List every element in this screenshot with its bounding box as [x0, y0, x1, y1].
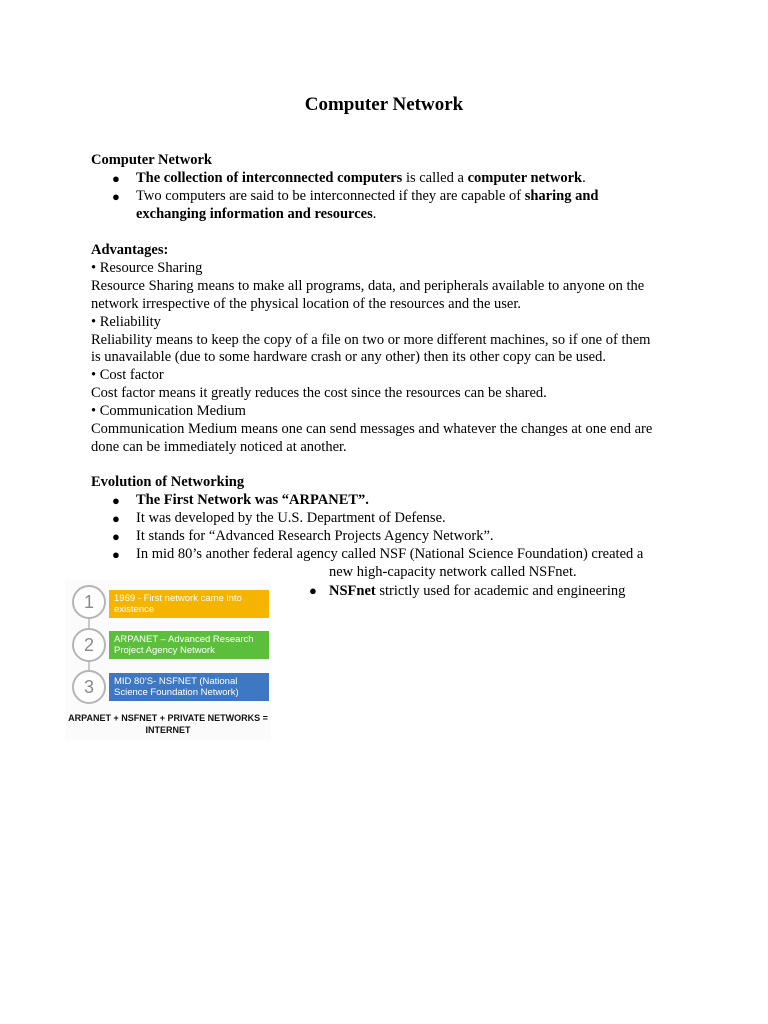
intro-bullet-2-cont — [91, 206, 691, 224]
reliability-text-1: Reliability means to keep the copy of a file on two or more different machines, so if one of them — [91, 331, 651, 348]
reliability-title: • Reliability — [91, 313, 161, 330]
network-timeline-figure — [65, 580, 271, 740]
intro-bullet-2 — [91, 188, 691, 206]
bullet-dot: ● — [112, 546, 120, 562]
bold-text: exchanging information and resources — [136, 205, 373, 222]
intro-bullet-1 — [91, 170, 691, 188]
caption-line-2: INTERNET — [145, 725, 191, 735]
body-text: . — [582, 169, 586, 186]
evolution-item-2 — [91, 510, 691, 528]
comm-text-2: done can be immediately noticed at another. — [91, 438, 347, 455]
body-text: . — [372, 205, 377, 222]
bullet-dot: ● — [112, 170, 120, 186]
evolution-item-5 — [309, 582, 625, 601]
advantages-section — [91, 242, 691, 457]
caption-line-1: ARPANET + NSFNET + PRIVATE NETWORKS = — [68, 713, 268, 723]
step-2-bar: ARPANET – Advanced Research Project Agency Network — [109, 631, 269, 659]
step-1-bar: 1969 - First network came into existence — [109, 590, 269, 618]
evolution-item-3 — [91, 528, 691, 546]
bold-text: computer network — [467, 169, 583, 186]
bold-text: The collection of interconnected computers — [136, 169, 403, 186]
intro-heading: Computer Network — [91, 152, 212, 168]
evolution-item-4-cont: new high-capacity network called NSFnet. — [329, 563, 577, 580]
reliability-text-2: is unavailable (due to some hardware crash or any other) then its other copy can be used. — [91, 349, 606, 366]
bullet-dot: ● — [112, 510, 120, 526]
body-text: is called a — [402, 169, 468, 186]
body-text: In mid 80’s another federal agency called NSF (National Science Foundation) created a — [136, 545, 644, 562]
bold-text: The First Network was “ARPANET”. — [136, 491, 369, 508]
bullet-dot: ● — [309, 583, 317, 598]
step-3-bar: MID 80’S- NSFNET (National Science Foundation Network) — [109, 673, 269, 701]
step-1-number: 1 — [72, 585, 106, 619]
bullet-dot: ● — [112, 188, 120, 204]
advantages-heading: Advantages: — [91, 242, 169, 258]
intro-section — [91, 152, 691, 224]
evolution-item-1 — [91, 492, 691, 510]
comm-title: • Communication Medium — [91, 403, 246, 420]
bold-text: NSFnet — [329, 583, 376, 599]
comm-text-1: Communication Medium means one can send messages and whatever the changes at one end are — [91, 421, 653, 438]
bullet-dot: ● — [112, 492, 120, 508]
figure-caption — [65, 712, 271, 736]
body-text: It stands for “Advanced Research Projects Agency Network”. — [136, 527, 494, 544]
bold-text: sharing and — [524, 187, 599, 204]
resource-title: • Resource Sharing — [91, 259, 203, 276]
step-2-number: 2 — [72, 628, 106, 662]
evolution-section — [91, 474, 691, 581]
cost-text-1: Cost factor means it greatly reduces the cost since the resources can be shared. — [91, 385, 547, 402]
evolution-heading: Evolution of Networking — [91, 474, 245, 490]
cost-title: • Cost factor — [91, 367, 164, 384]
resource-text-2: network irrespective of the physical location of the resources and the user. — [91, 295, 522, 312]
page-title: Computer Network — [304, 94, 464, 115]
bullet-dot: ● — [112, 528, 120, 544]
step-3-number: 3 — [72, 670, 106, 704]
body-text: Two computers are said to be interconnected if they are capable of — [136, 187, 525, 204]
resource-text-1: Resource Sharing means to make all programs, data, and peripherals available to anyone on the — [91, 277, 645, 294]
body-text: It was developed by the U.S. Department of Defense. — [136, 509, 446, 526]
body-text: strictly used for academic and engineering — [375, 583, 626, 599]
evolution-item-4 — [91, 546, 691, 564]
